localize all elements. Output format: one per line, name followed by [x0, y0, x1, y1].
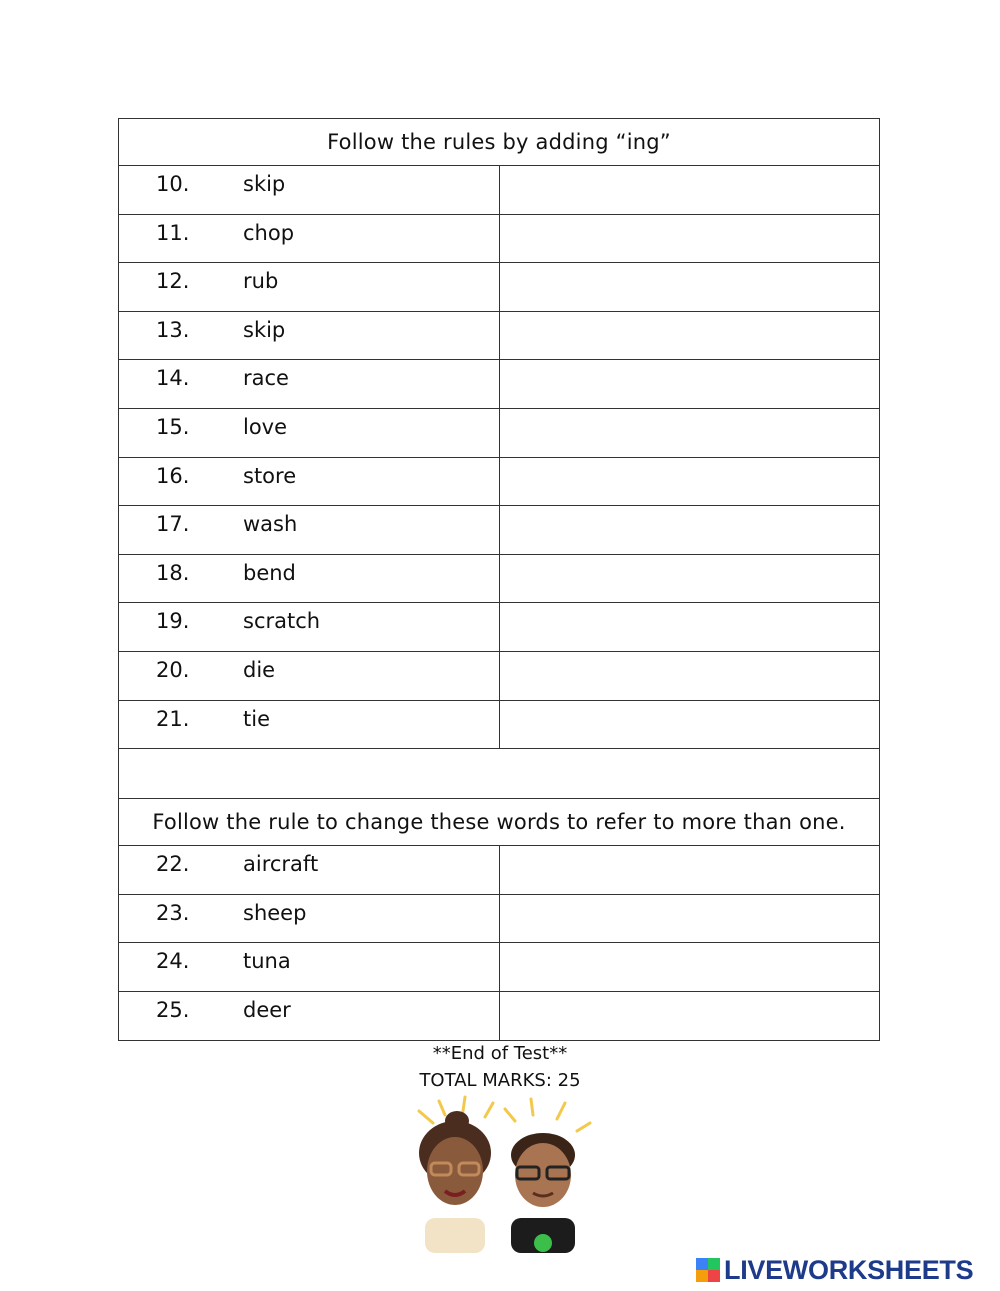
- question-number: 22.: [156, 852, 190, 877]
- question-word: die: [243, 657, 276, 682]
- question-cell: [119, 263, 500, 311]
- worksheet: [118, 118, 880, 1041]
- answer-cell: [500, 895, 879, 943]
- section-title-plural: Follow the rule to change these words to refer to more than one.: [118, 798, 880, 846]
- answer-cell: [500, 215, 879, 263]
- table-row: [118, 943, 880, 992]
- answer-input[interactable]: [508, 174, 871, 206]
- answer-cell: [500, 458, 879, 506]
- table-row: [118, 603, 880, 652]
- answer-cell: [500, 992, 879, 1040]
- table-row: [118, 895, 880, 944]
- question-cell: [119, 895, 500, 943]
- question-cell: [119, 506, 500, 554]
- question-word: skip: [243, 317, 286, 342]
- answer-input[interactable]: [508, 368, 871, 400]
- question-cell: [119, 215, 500, 263]
- question-number: 15.: [156, 414, 190, 439]
- table-row: [118, 215, 880, 264]
- question-number: 16.: [156, 463, 190, 488]
- answer-cell: [500, 603, 879, 651]
- question-cell: [119, 846, 500, 894]
- answer-cell: [500, 312, 879, 360]
- answer-input[interactable]: [508, 903, 871, 935]
- table-row: [118, 701, 880, 750]
- question-number: 14.: [156, 366, 190, 391]
- answer-cell: [500, 943, 879, 991]
- liveworksheets-logo: [696, 1256, 973, 1284]
- answer-input[interactable]: [508, 320, 871, 352]
- question-word: deer: [243, 997, 291, 1022]
- answer-cell: [500, 701, 879, 749]
- question-word: skip: [243, 172, 286, 196]
- question-cell: [119, 943, 500, 991]
- question-number: 24.: [156, 949, 190, 974]
- table-row: [118, 506, 880, 555]
- question-word: chop: [243, 220, 295, 245]
- answer-cell: [500, 506, 879, 554]
- liveworksheets-icon: [696, 1258, 720, 1282]
- question-number: 13.: [156, 317, 190, 342]
- table-row: [118, 263, 880, 312]
- question-cell: [119, 992, 500, 1040]
- answer-input[interactable]: [508, 709, 871, 741]
- table-row: [118, 360, 880, 409]
- table-row: [118, 846, 880, 895]
- question-number: 23.: [156, 900, 190, 925]
- answer-input[interactable]: [508, 563, 871, 595]
- table-row: [118, 312, 880, 361]
- question-number: 10.: [156, 172, 190, 196]
- answer-input[interactable]: [508, 611, 871, 643]
- question-word: wash: [243, 512, 298, 537]
- question-number: 12.: [156, 269, 190, 294]
- question-number: 11.: [156, 220, 190, 245]
- answer-cell: [500, 652, 879, 700]
- answer-input[interactable]: [508, 514, 871, 546]
- answer-cell: [500, 846, 879, 894]
- question-number: 25.: [156, 997, 190, 1022]
- question-word: scratch: [243, 609, 321, 634]
- answer-input[interactable]: [508, 660, 871, 692]
- answer-input[interactable]: [508, 271, 871, 303]
- question-number: 20.: [156, 657, 190, 682]
- question-word: love: [243, 414, 288, 439]
- question-cell: [119, 603, 500, 651]
- question-word: tie: [243, 706, 270, 731]
- answer-input[interactable]: [508, 466, 871, 498]
- table-row: [118, 166, 880, 215]
- question-word: race: [243, 366, 289, 391]
- question-word: bend: [243, 560, 296, 585]
- answer-cell: [500, 555, 879, 603]
- answer-input[interactable]: [508, 1000, 871, 1032]
- answer-input[interactable]: [508, 223, 871, 255]
- table-row: [118, 992, 880, 1041]
- question-number: 21.: [156, 706, 190, 731]
- question-cell: [119, 312, 500, 360]
- answer-cell: [500, 166, 879, 214]
- section-title-ing: Follow the rules by adding “ing”: [118, 118, 880, 166]
- question-word: sheep: [243, 900, 307, 925]
- answer-cell: [500, 263, 879, 311]
- question-cell: [119, 360, 500, 408]
- question-number: 19.: [156, 609, 190, 634]
- question-number: 18.: [156, 560, 190, 585]
- table-row: [118, 652, 880, 701]
- question-cell: [119, 166, 500, 214]
- question-cell: [119, 409, 500, 457]
- question-cell: [119, 555, 500, 603]
- question-cell: [119, 652, 500, 700]
- table-row: [118, 458, 880, 507]
- answer-input[interactable]: [508, 417, 871, 449]
- question-word: tuna: [243, 949, 291, 974]
- section-spacer: [118, 749, 880, 798]
- answer-cell: [500, 409, 879, 457]
- question-number: 17.: [156, 512, 190, 537]
- table-row: [118, 555, 880, 604]
- answer-cell: [500, 360, 879, 408]
- question-word: aircraft: [243, 852, 319, 877]
- question-cell: [119, 701, 500, 749]
- question-word: store: [243, 463, 297, 488]
- answer-input[interactable]: [508, 854, 871, 886]
- end-of-test-text: **End of Test**: [432, 1043, 568, 1064]
- question-word: rub: [243, 269, 279, 294]
- answer-input[interactable]: [508, 951, 871, 983]
- table-row: [118, 409, 880, 458]
- total-marks-text: TOTAL MARKS: 25: [419, 1070, 581, 1091]
- question-cell: [119, 458, 500, 506]
- avatars-illustration: [405, 1093, 600, 1253]
- brand-name: LIVEWORKSHEETS: [724, 1254, 974, 1285]
